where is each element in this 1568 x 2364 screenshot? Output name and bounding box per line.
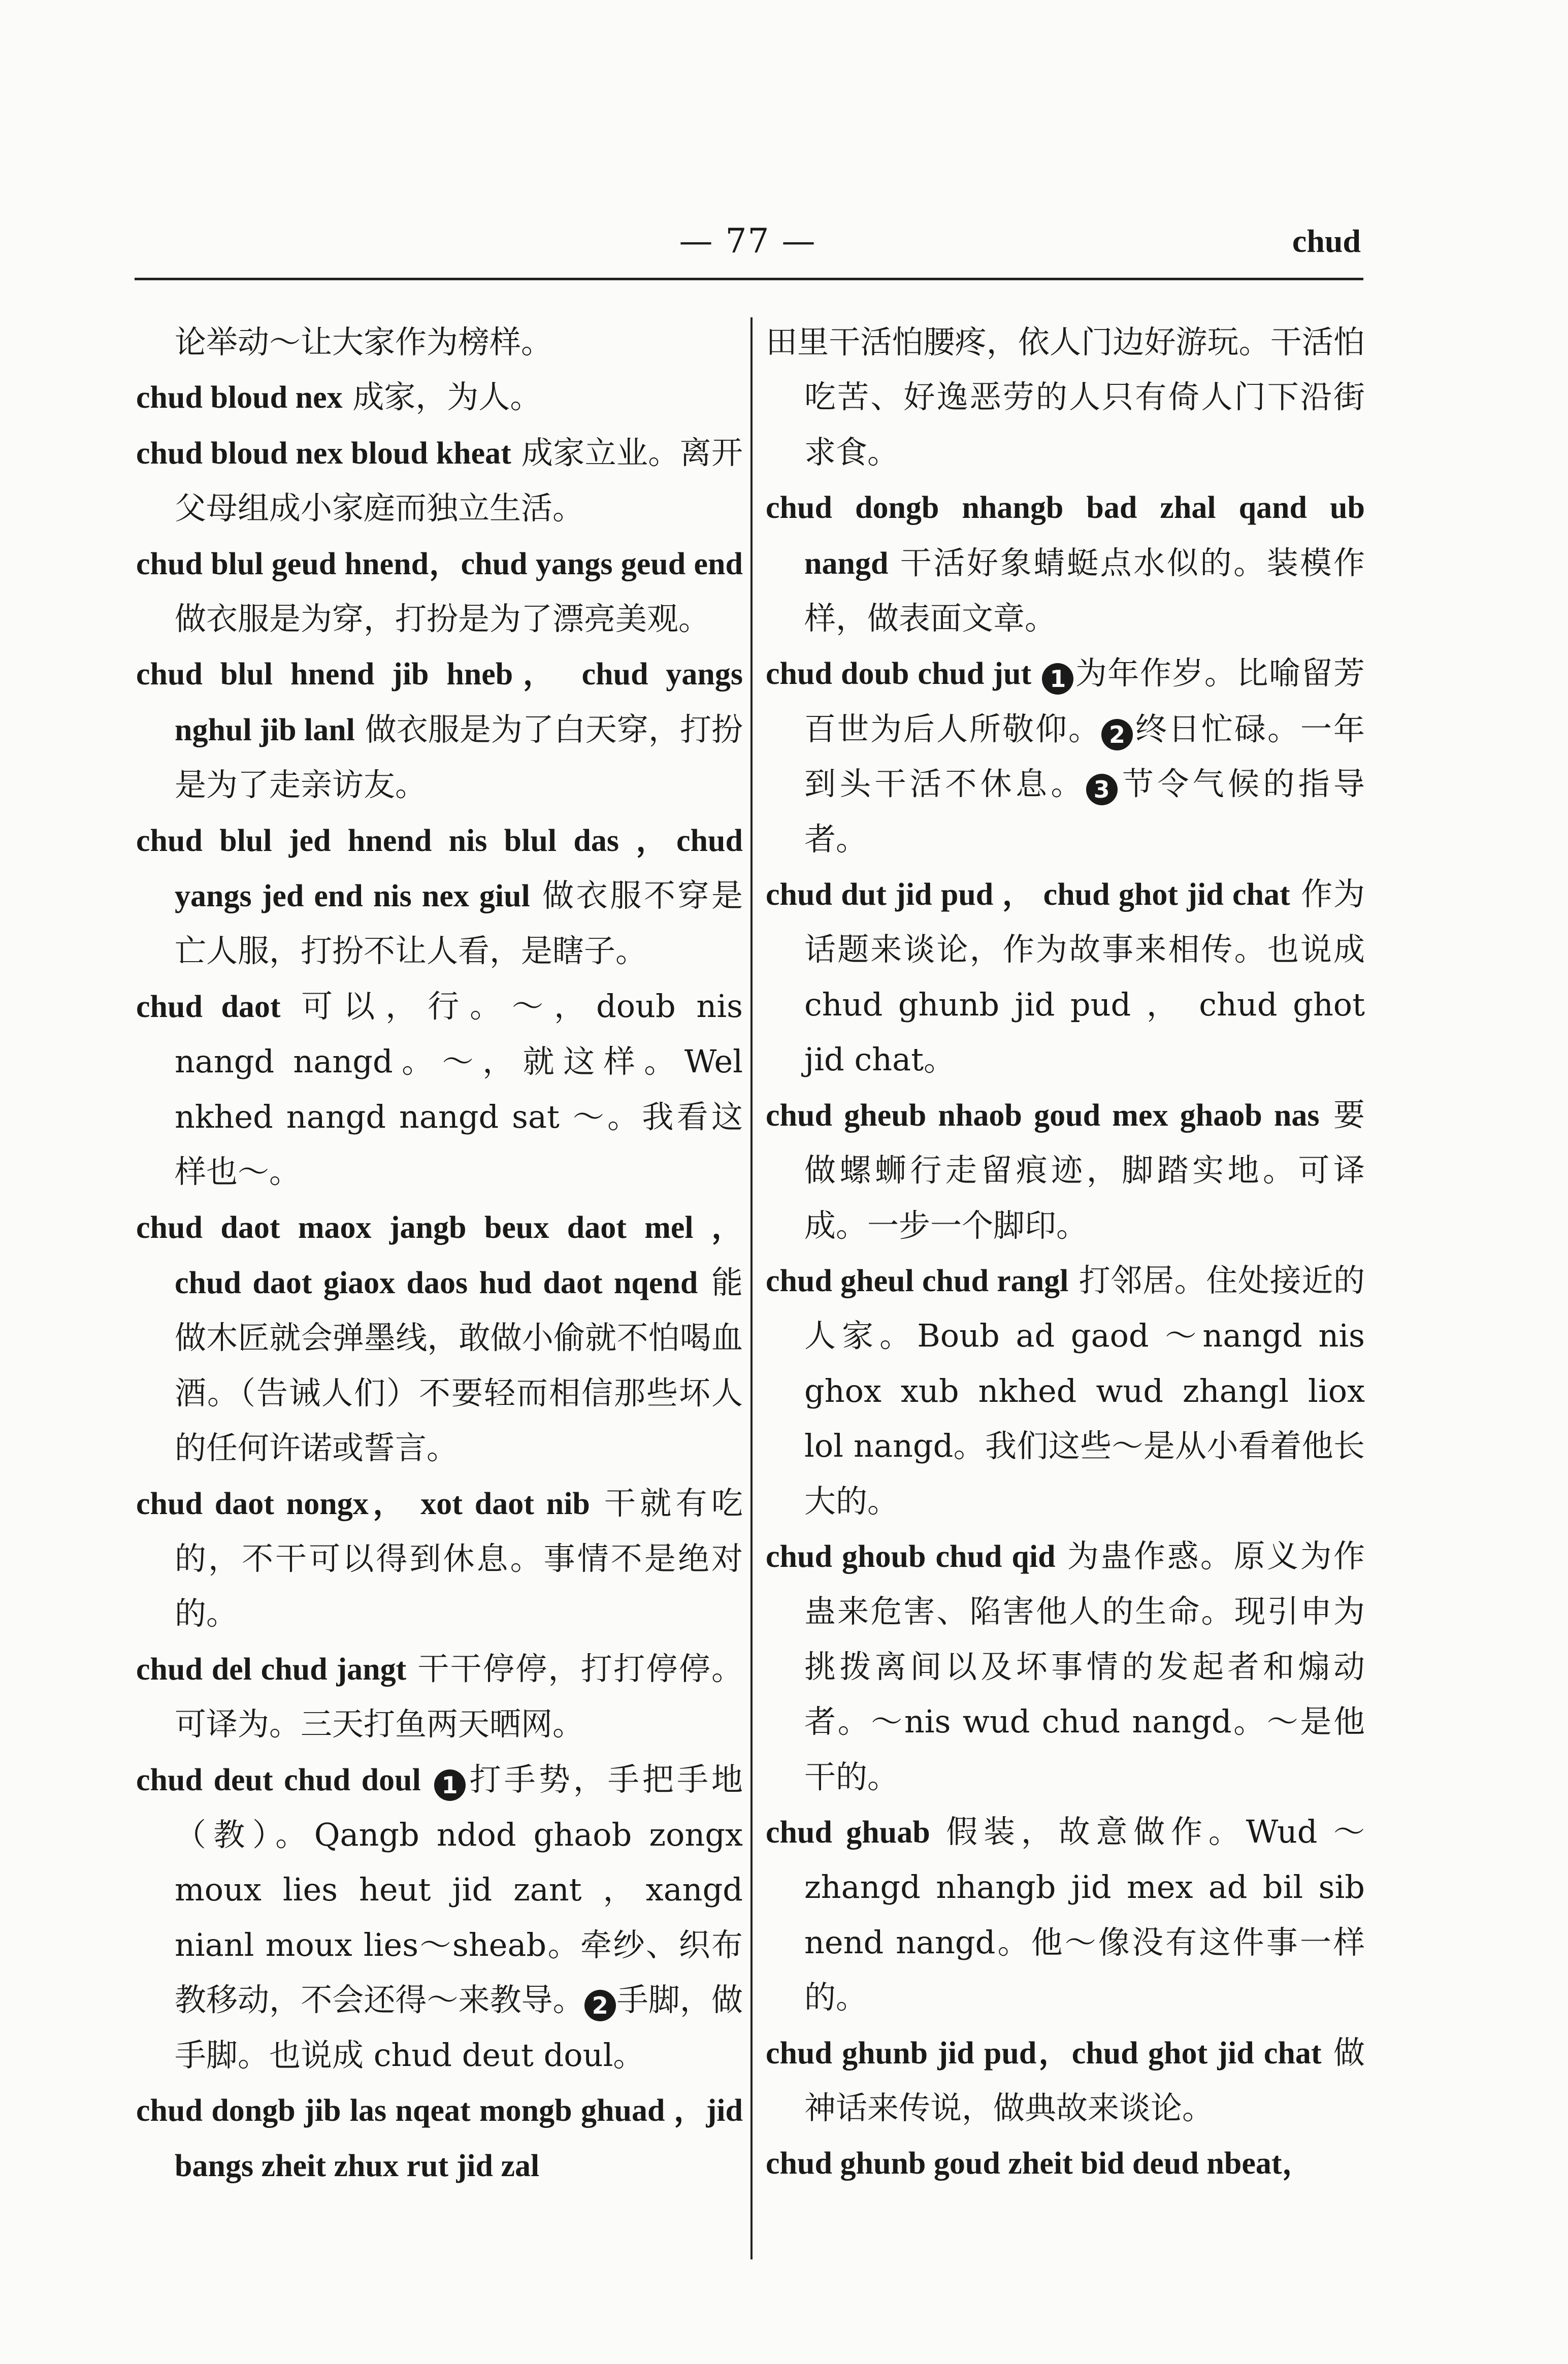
dictionary-entry — [136, 370, 743, 425]
definition: 手脚，做手脚。也说成 chud deut doul。 — [175, 1981, 743, 2074]
definition: 干就有吃的，不干可以得到休息。事情不是绝对的。 — [175, 1484, 743, 1632]
dictionary-entry — [136, 536, 743, 647]
headword: chud bloud nex bloud kheat — [136, 436, 511, 471]
definition: 作为话题来谈论，作为故事来相传。也说成 chud ghunb jid pud ， chud ghot jid chat。 — [804, 875, 1365, 1078]
dictionary-entry — [766, 315, 1365, 480]
headword: chud blul hnend jib hneb， chud yangs nghul jib lanl — [136, 657, 743, 747]
definition: 干活好象蜻蜓点水似的。装模作样，做表面文章。 — [804, 544, 1365, 637]
definition: 假装，故意做作。Wud ～ zhangd nhangb jid mex ad bil sib nend nangd。他～像没有这件事一样的。 — [804, 1813, 1365, 2016]
page-number: — 77 — — [679, 221, 816, 260]
headword: chud blul jed hnend nis blul das ，chud yangs jed end nis nex giul — [136, 823, 743, 914]
dictionary-entry — [766, 1088, 1365, 1253]
headword: chud ghuab — [766, 1815, 930, 1850]
dictionary-entry — [766, 646, 1365, 867]
headword: chud daot maox jangb beux daot mel ， chud daot giaox daos hud daot nqend — [136, 1210, 743, 1300]
definition: 做衣服是为穿，打扮是为了漂亮美观。 — [175, 600, 710, 638]
definition: 成家立业。离开父母组成小家庭而独立生活。 — [175, 434, 743, 527]
dictionary-entry — [136, 1200, 743, 1476]
definition: 可以，行。～，doub nis nangd nangd。～，就这样。Wel nkhed nangd nangd sat ～。我看这样也～。 — [175, 987, 743, 1191]
dictionary-entry — [136, 1752, 743, 2083]
definition: 能做木匠就会弹墨线，敢做小偷就不怕喝血酒。（告诫人们）不要轻而相信那些坏人的任何许诺或誓言。 — [175, 1263, 743, 1467]
definition: 做神话来传说，做典故来谈论。 — [804, 2033, 1365, 2126]
headword: chud dut jid pud ， chud ghot jid chat — [766, 877, 1290, 912]
definition: 为蛊作惑。原义为作蛊来危害、陷害他人的生命。现引申为挑拨离间以及坏事情的发起者和煽动者。～nis wud chud nangd。～是他干的。 — [804, 1537, 1365, 1795]
running-head: chud — [1292, 223, 1361, 259]
dictionary-entry — [766, 2136, 1365, 2191]
headword: chud ghoub chud qid — [766, 1539, 1056, 1574]
definition: 干干停停，打打停停。可译为。三天打鱼两天晒网。 — [175, 1650, 743, 1743]
sense-number-2-icon: 2 — [584, 1990, 616, 2021]
headword: chud doub chud jut — [766, 656, 1032, 692]
headword: chud ghunb jid pud，chud ghot jid chat — [766, 2035, 1322, 2071]
dictionary-entry — [766, 1253, 1365, 1529]
definition: 做衣服是为了白天穿，打扮是为了走亲访友。 — [175, 710, 743, 804]
dictionary-entry — [766, 1529, 1365, 1804]
dictionary-entry — [136, 646, 743, 812]
dictionary-entry — [766, 480, 1365, 646]
definition: 论举动～让大家作为榜样。 — [175, 323, 553, 360]
dictionary-entry — [766, 1804, 1365, 2025]
dictionary-entry — [136, 1476, 743, 1641]
headword: chud daot — [136, 989, 281, 1024]
definition: 打邻居。住处接近的人家。Boub ad gaod ～nangd nis ghox xub nkhed wud zhangl liox lol nangd。我们这些～是从小看着他长大的。 — [804, 1261, 1365, 1520]
dictionary-entry — [136, 425, 743, 536]
right-column — [766, 315, 1365, 2191]
headword: chud gheub nhaob goud mex ghaob nas — [766, 1098, 1320, 1133]
definition: 成家，为人。 — [342, 378, 542, 416]
left-column — [136, 315, 743, 2194]
dictionary-entry — [136, 813, 743, 979]
sense-number-2-icon: 2 — [1101, 719, 1133, 750]
definition: 打手势，手把手地（教）。Qangb ndod ghaob zongx moux lies heut jid zant ，xangd nianl moux lies～sheab。牵纱、织布教移动，不会还得～来教导。 — [175, 1760, 743, 2019]
headword: chud deut chud doul — [136, 1762, 421, 1797]
dictionary-entry — [766, 2025, 1365, 2136]
headword: chud dongb jib las nqeat mongb ghuad ，jid bangs zheit zhux rut jid zal — [136, 2093, 743, 2184]
sense-number-1-icon: 1 — [434, 1769, 466, 1801]
headword: chud dongb nhangb bad zhal qand ub nangd — [766, 490, 1365, 581]
page-header — [135, 216, 1361, 277]
headword: chud ghunb goud zheit bid deud nbeat， — [766, 2146, 1314, 2181]
sense-number-1-icon: 1 — [1042, 663, 1073, 695]
headword: chud gheul chud rangl — [766, 1263, 1069, 1298]
header-rule — [135, 278, 1363, 280]
definition: 田里干活怕腰疼，依人门边好游玩。干活怕吃苦、好逸恶劳的人只有倚人门下沿街求食。 — [766, 323, 1365, 471]
dictionary-entry — [136, 1641, 743, 1752]
headword: chud bloud nex — [136, 380, 343, 415]
definition: 为年作岁。比喻留芳百世为后人所敬仰。 — [804, 654, 1365, 747]
sense-number-3-icon: 3 — [1086, 774, 1118, 805]
headword: chud blul geud hnend，chud yangs geud end — [136, 546, 743, 581]
dictionary-entry — [136, 979, 743, 1200]
dictionary-entry — [766, 867, 1365, 1088]
headword: chud daot nongx， xot daot nib — [136, 1486, 590, 1521]
column-divider — [750, 317, 753, 2259]
definition: 做衣服不穿是亡人服，打扮不让人看，是瞎子。 — [175, 877, 743, 970]
definition: 终日忙碌。一年到头干活不休息。 — [804, 710, 1365, 803]
definition: 要做螺蛳行走留痕迹，脚踏实地。可译成。一步一个脚印。 — [804, 1096, 1365, 1244]
dictionary-entry — [136, 315, 743, 370]
dictionary-entry — [136, 2083, 743, 2194]
headword: chud del chud jangt — [136, 1652, 407, 1687]
definition: 节令气候的指导者。 — [804, 765, 1365, 858]
